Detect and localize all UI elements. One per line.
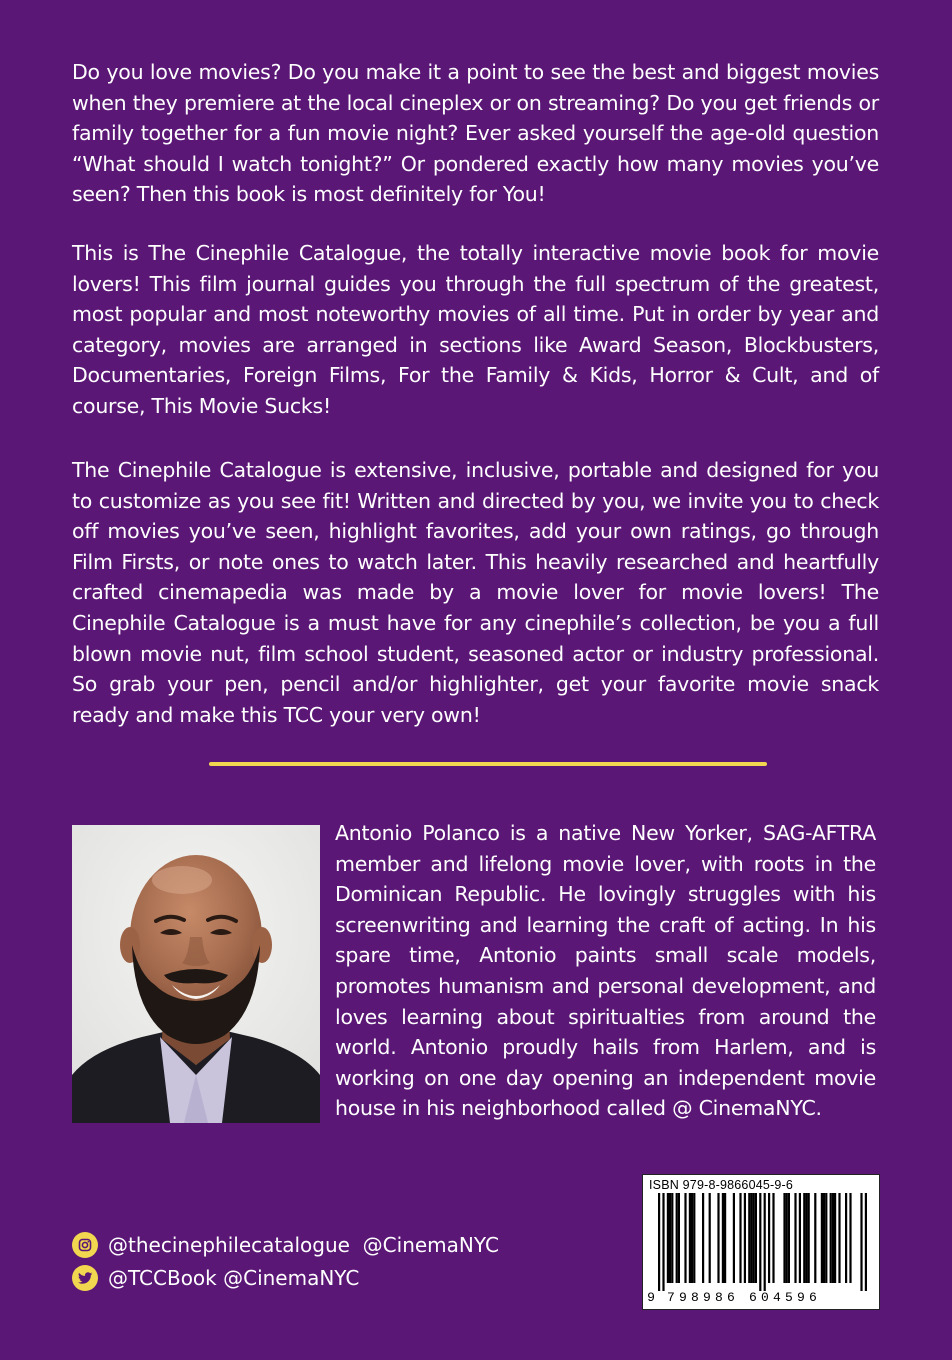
barcode-guard-bar xyxy=(662,1193,664,1291)
barcode-bar xyxy=(676,1193,678,1283)
barcode-bar xyxy=(838,1193,840,1283)
barcode-bar xyxy=(805,1193,807,1283)
barcode-bar xyxy=(689,1193,691,1283)
barcode-bar xyxy=(691,1193,693,1283)
yellow-divider xyxy=(209,762,767,766)
barcode-bar xyxy=(684,1193,686,1283)
barcode-bar xyxy=(821,1193,823,1283)
barcode-bars xyxy=(646,1193,876,1291)
barcode-bar xyxy=(830,1193,832,1283)
barcode-bar xyxy=(794,1193,796,1283)
barcode-bar xyxy=(755,1193,757,1283)
barcode-bar xyxy=(678,1193,680,1283)
barcode-guard-bar xyxy=(764,1193,766,1291)
description-paragraph-2: This is The Cinephile Catalogue, the totally interactive movie book for movie lovers! This film journal guides you through the full spectrum of the greatest, most popular and most noteworthy movies of all time. Put in order by year and category, movies are arranged in sections like Award Season, Blockbusters, Documentaries, Foreign Films, For the Family & Kids, Horror & Cult, and of course, This Movie Sucks! xyxy=(72,241,879,418)
barcode-bar xyxy=(808,1193,810,1283)
barcode-guard-bar xyxy=(865,1193,867,1291)
author-portrait-illustration xyxy=(72,825,320,1123)
barcode-bar xyxy=(667,1193,669,1283)
barcode-bar xyxy=(772,1193,774,1283)
barcode-digits-group-1: 798986 xyxy=(667,1290,740,1305)
barcode-guard-bar xyxy=(860,1193,862,1291)
barcode-bar xyxy=(733,1193,735,1283)
instagram-icon xyxy=(72,1232,98,1258)
barcode-bar xyxy=(702,1193,704,1283)
barcode-bar xyxy=(753,1193,755,1283)
barcode-bar xyxy=(748,1193,750,1283)
author-photo xyxy=(72,825,320,1123)
author-bio: Antonio Polanco is a native New Yorker, SAG-AFTRA member and lifelong movie lover, with roots in the Dominican Republic. He lovingly struggles with his screenwriting and learning the craft of acting. In his spare time, Antonio paints small scale models, promotes humanism and personal development, and loves learning about spiritualties from around the world. Antonio proudly hails from Harlem, and is working on one day opening an independent movie house in his neighborhood called @ CinemaNYC. xyxy=(335,821,876,1121)
barcode-bar xyxy=(825,1193,827,1283)
social-instagram[interactable] xyxy=(72,1231,499,1259)
instagram-handles: @thecinephilecatalogue @CinemaNYC xyxy=(108,1233,499,1257)
barcode-bar xyxy=(744,1193,746,1283)
barcode-bar xyxy=(786,1193,788,1283)
barcode-bar xyxy=(788,1193,790,1283)
barcode-bar xyxy=(783,1193,785,1283)
barcode-bar xyxy=(832,1193,834,1283)
barcode-bar xyxy=(709,1193,711,1283)
social-twitter[interactable] xyxy=(72,1264,359,1292)
barcode-digits xyxy=(643,1290,879,1305)
barcode-bar xyxy=(750,1193,752,1283)
barcode-bar xyxy=(671,1193,673,1283)
barcode-bar xyxy=(739,1193,741,1283)
barcode-bar xyxy=(823,1193,825,1283)
barcode-bar xyxy=(693,1193,695,1283)
barcode-bar xyxy=(717,1193,719,1283)
description-paragraph-1: Do you love movies? Do you make it a point to see the best and biggest movies when they premiere at the local cineplex or on streaming? Do you get friends or family together for a fun movie night? Ever asked yourself the age-old question “What should I watch tonight?” Or pondered exactly how many movies you’ve seen? Then this book is most definitely for You! xyxy=(72,60,879,207)
barcode-bar xyxy=(722,1193,724,1283)
barcode-bar xyxy=(768,1193,770,1283)
description-paragraph-3: The Cinephile Catalogue is extensive, inclusive, portable and designed for you to customize as you see fit! Written and directed by you, we invite you to check off movies you’ve seen, highlight favorites, add your own ratings, go through Film Firsts, or note ones to watch later. This heavily researched and heartfully crafted cinemapedia was made by a movie lover for movie lovers! The Cinephile Catalogue is a must have for any cinephile’s collection, be you a full blown movie nut, film school student, seasoned actor or industry professional. So grab your pen, pencil and/or highlighter, get your favorite movie snack ready and make this TCC your very own! xyxy=(72,458,879,727)
barcode-bar xyxy=(814,1193,816,1283)
barcode-bar xyxy=(799,1193,801,1283)
barcode-guard-bar xyxy=(658,1193,660,1291)
isbn-label: ISBN 979-8-9866045-9-6 xyxy=(649,1178,794,1192)
barcode-bar xyxy=(834,1193,836,1283)
barcode-bar xyxy=(849,1193,851,1283)
barcode-bar xyxy=(845,1193,847,1283)
twitter-handles: @TCCBook @CinemaNYC xyxy=(108,1266,360,1290)
barcode-bar xyxy=(803,1193,805,1283)
barcode-bar xyxy=(724,1193,726,1283)
barcode-guard-bar xyxy=(759,1193,761,1291)
isbn-barcode xyxy=(642,1174,880,1310)
barcode-digits-group-2: 604596 xyxy=(749,1290,822,1305)
barcode-bar xyxy=(669,1193,671,1283)
twitter-icon xyxy=(72,1265,98,1291)
barcode-digit-lead: 9 xyxy=(647,1290,655,1305)
